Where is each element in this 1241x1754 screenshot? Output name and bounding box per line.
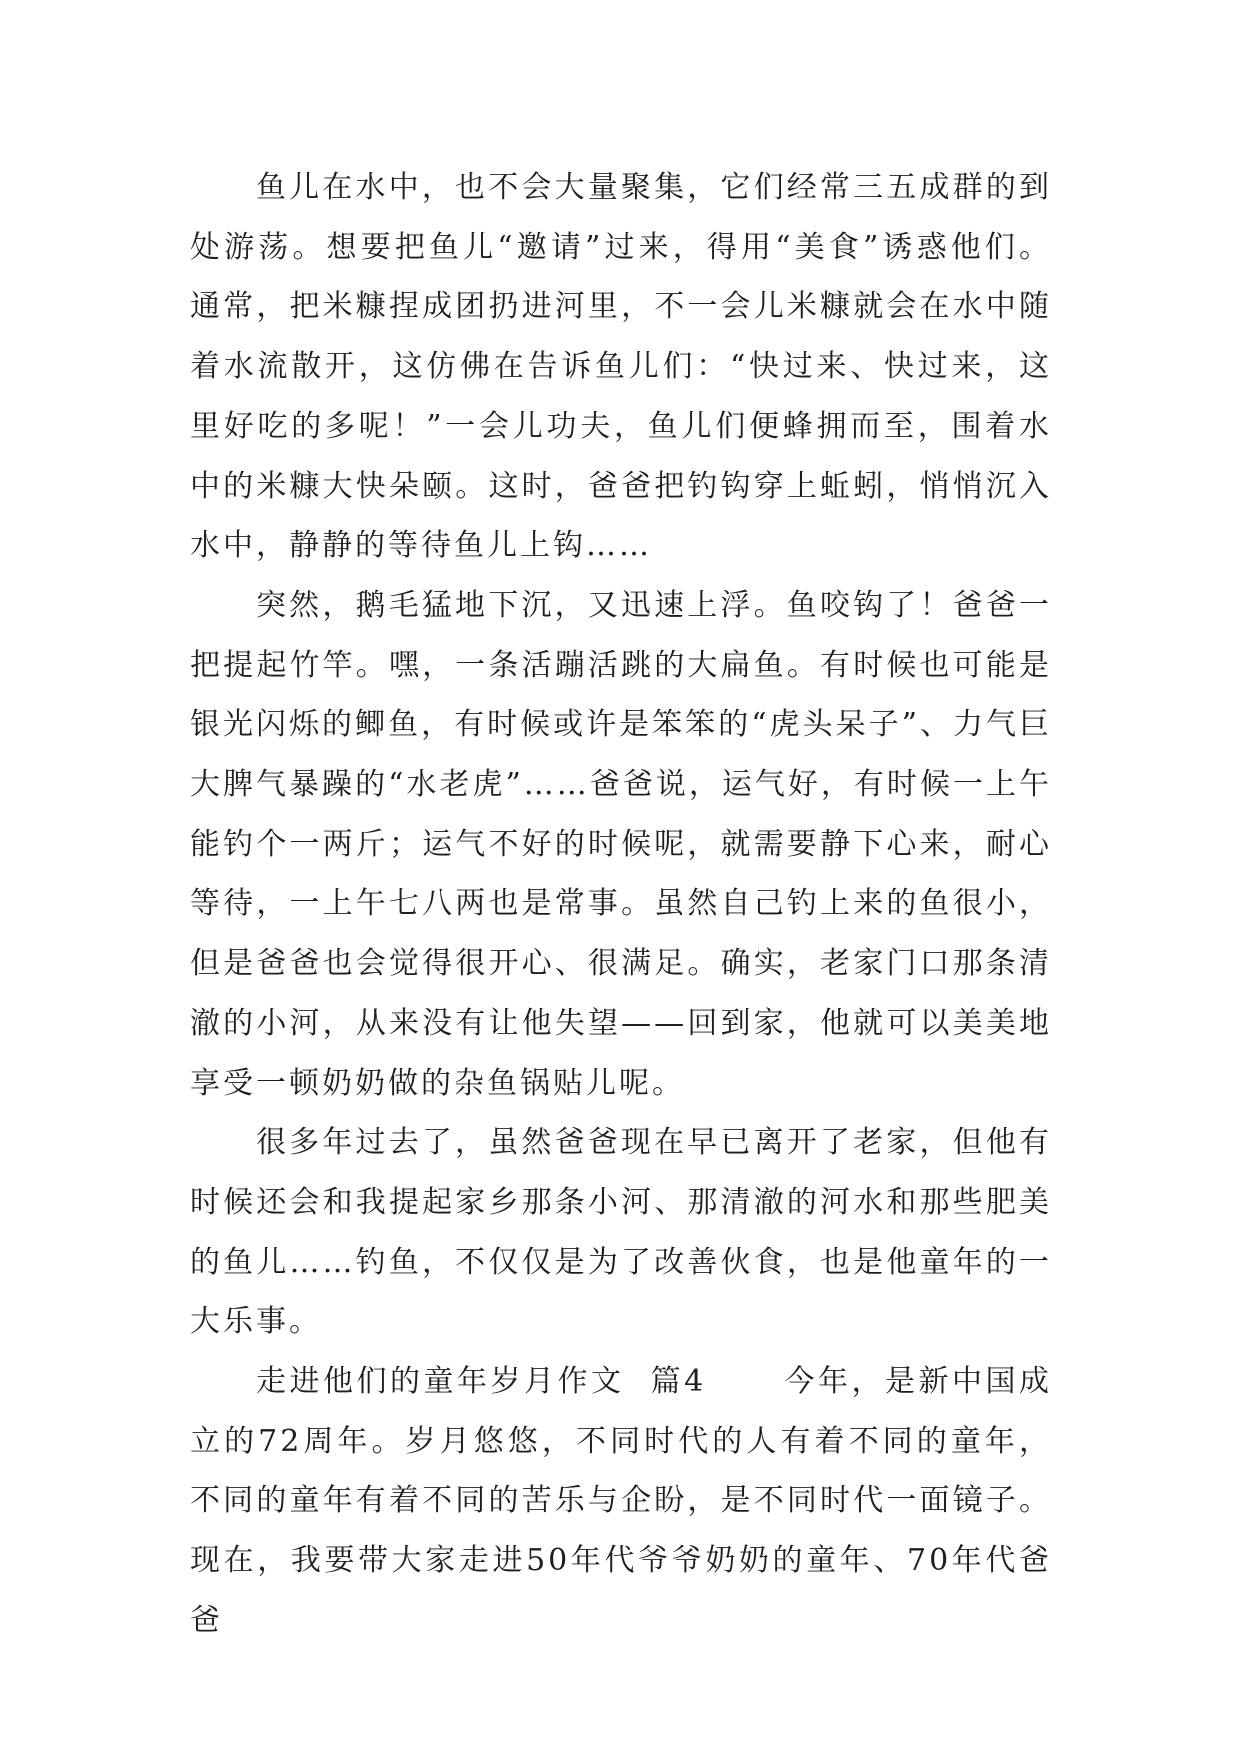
paragraph-section-4 (190, 1352, 1052, 1651)
paragraph-fishing-bait: 鱼儿在水中，也不会大量聚集，它们经常三五成群的到处游荡。想要把鱼儿“邀请”过来，得用“美食”诱惑他们。通常，把米糠捏成团扔进河里，不一会儿米糠就会在水中随着水流散开，这仿佛在告诉鱼儿们：“快过来、快过来，这里好吃的多呢！”一会儿功夫，鱼儿们便蜂拥而至，围着水中的米糠大快朵颐。这时，爸爸把钓钩穿上蚯蚓，悄悄沉入水中，静静的等待鱼儿上钩…… (190, 170, 1052, 564)
paragraph-memories: 很多年过去了，虽然爸爸现在早已离开了老家，但他有时候还会和我提起家乡那条小河、那清澈的河水和那些肥美的鱼儿……钓鱼，不仅仅是为了改善伙食，也是他童年的一大乐事。 (190, 1125, 1052, 1340)
document-body (190, 158, 1052, 1651)
section-heading: 走进他们的童年岁月作文 篇4 (256, 1364, 707, 1400)
section-intro-text: 今年，是新中国成立的72周年。岁月悠悠，不同时代的人有着不同的童年，不同的童年有着不同的苦乐与企盼，是不同时代一面镜子。现在，我要带大家走进50年代爷爷奶奶的童年、70年代爸爸 (190, 1364, 1052, 1638)
paragraph-fish-bite: 突然，鹅毛猛地下沉，又迅速上浮。鱼咬钩了！爸爸一把提起竹竿。嘿，一条活蹦活跳的大扁鱼。有时候也可能是银光闪烁的鲫鱼，有时候或许是笨笨的“虎头呆子”、力气巨大脾气暴躁的“水老虎”……爸爸说，运气好，有时候一上午能钓个一两斤；运气不好的时候呢，就需要静下心来，耐心等待，一上午七八两也是常事。虽然自己钓上来的鱼很小，但是爸爸也会觉得很开心、很满足。确实，老家门口那条清澈的小河，从来没有让他失望——回到家，他就可以美美地享受一顿奶奶做的杂鱼锅贴儿呢。 (190, 587, 1052, 1101)
heading-spacer (706, 1364, 784, 1399)
